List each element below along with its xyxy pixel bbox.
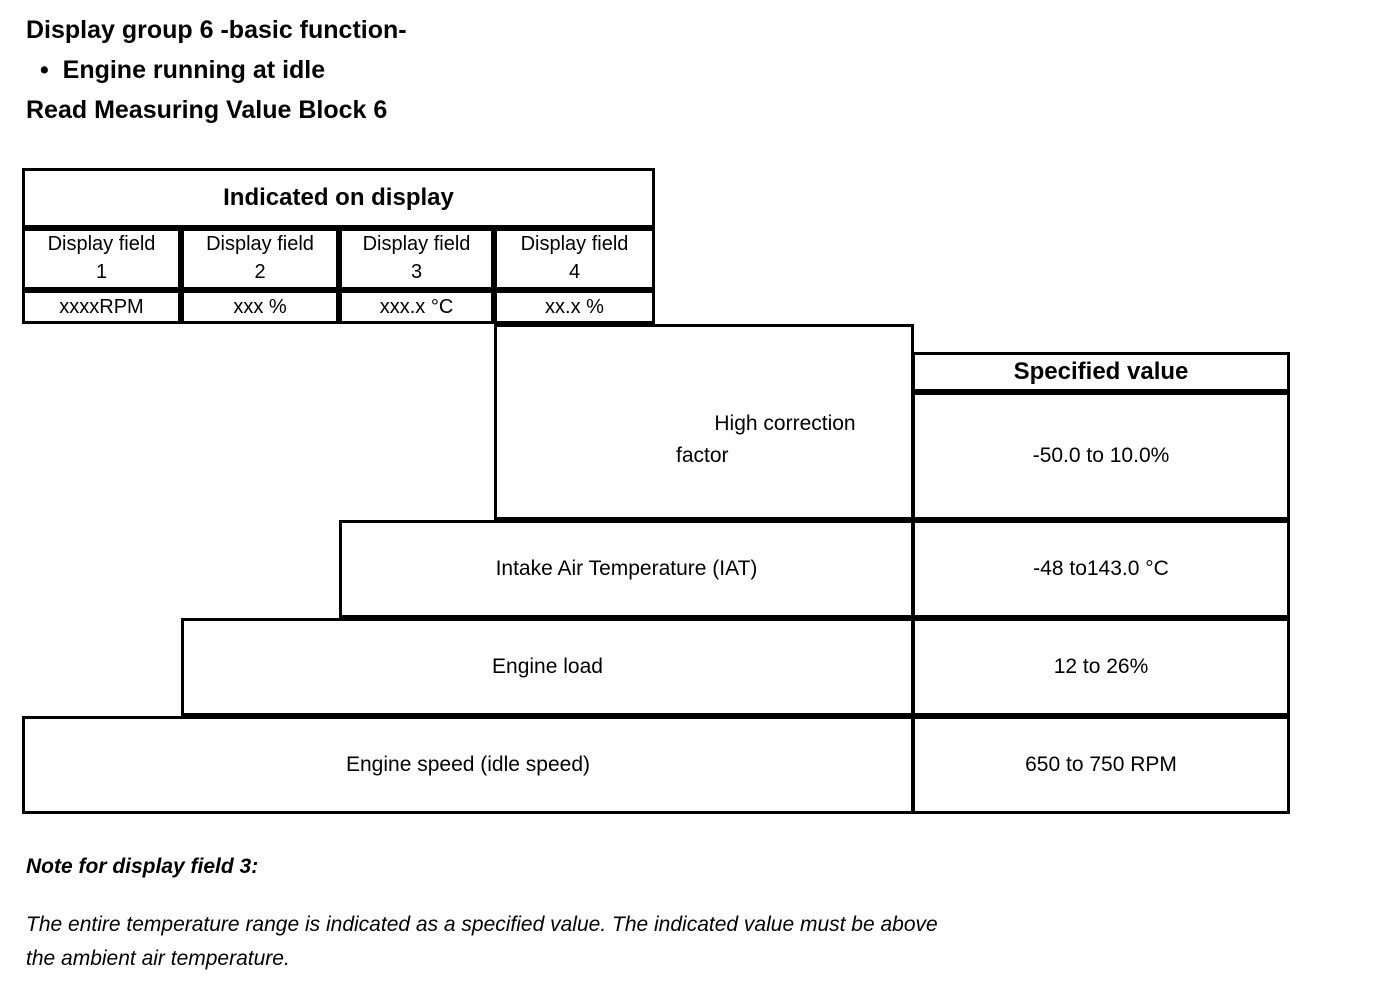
display-field-4-header-label-line2: 4	[568, 261, 581, 283]
specified-value-4-label: 650 to 750 RPM	[1025, 753, 1177, 776]
specified-value-1-label: -50.0 to 10.0%	[1032, 444, 1170, 467]
note-block	[26, 850, 1226, 884]
heading-line-1: Display group 6 -basic function-	[26, 16, 407, 44]
row-4-name-label: Engine speed (idle speed)	[345, 753, 590, 776]
display-field-2-header-label-line1: Display field	[206, 233, 314, 255]
row-1-name-label-line1: High correction	[714, 412, 856, 435]
heading-line-3: Read Measuring Value Block 6	[26, 96, 388, 124]
specified-value-2-label: -48 to143.0 °C	[1033, 557, 1169, 580]
display-field-2-header-label-line2: 2	[254, 261, 266, 283]
display-field-1-format-label: xxxxRPM	[59, 296, 144, 318]
note-body-block	[26, 908, 1226, 976]
display-field-3-header-label-line2: 3	[410, 261, 423, 283]
display-field-3-format-label: xxx.x °C	[379, 296, 454, 318]
display-field-4-header-label-line1: Display field	[520, 233, 629, 255]
note-title: Note for display field 3:	[26, 855, 259, 878]
row-2-name-label: Intake Air Temperature (IAT)	[495, 557, 758, 580]
display-field-1-header-label-line1: Display field	[47, 233, 156, 255]
display-field-3-header-label-line1: Display field	[362, 233, 471, 255]
heading-line-2: • Engine running at idle	[40, 56, 326, 84]
row-1-name-label-line2: factor	[676, 444, 729, 467]
specified-value-header-label: Specified value	[1013, 358, 1189, 385]
note-body-line-1: The entire temperature range is indicated as a specified value. The indicated value must be above	[26, 913, 938, 936]
indicated-on-display-label: Indicated on display	[223, 184, 454, 211]
row-3-name-label: Engine load	[492, 655, 603, 678]
specified-value-3-label: 12 to 26%	[1053, 655, 1149, 678]
display-field-2-format-label: xxx %	[233, 296, 287, 318]
note-body-line-2: the ambient air temperature.	[26, 947, 290, 970]
display-field-4-format-label: xx.x %	[545, 296, 604, 318]
display-field-1-header-label-line2: 1	[95, 261, 108, 283]
